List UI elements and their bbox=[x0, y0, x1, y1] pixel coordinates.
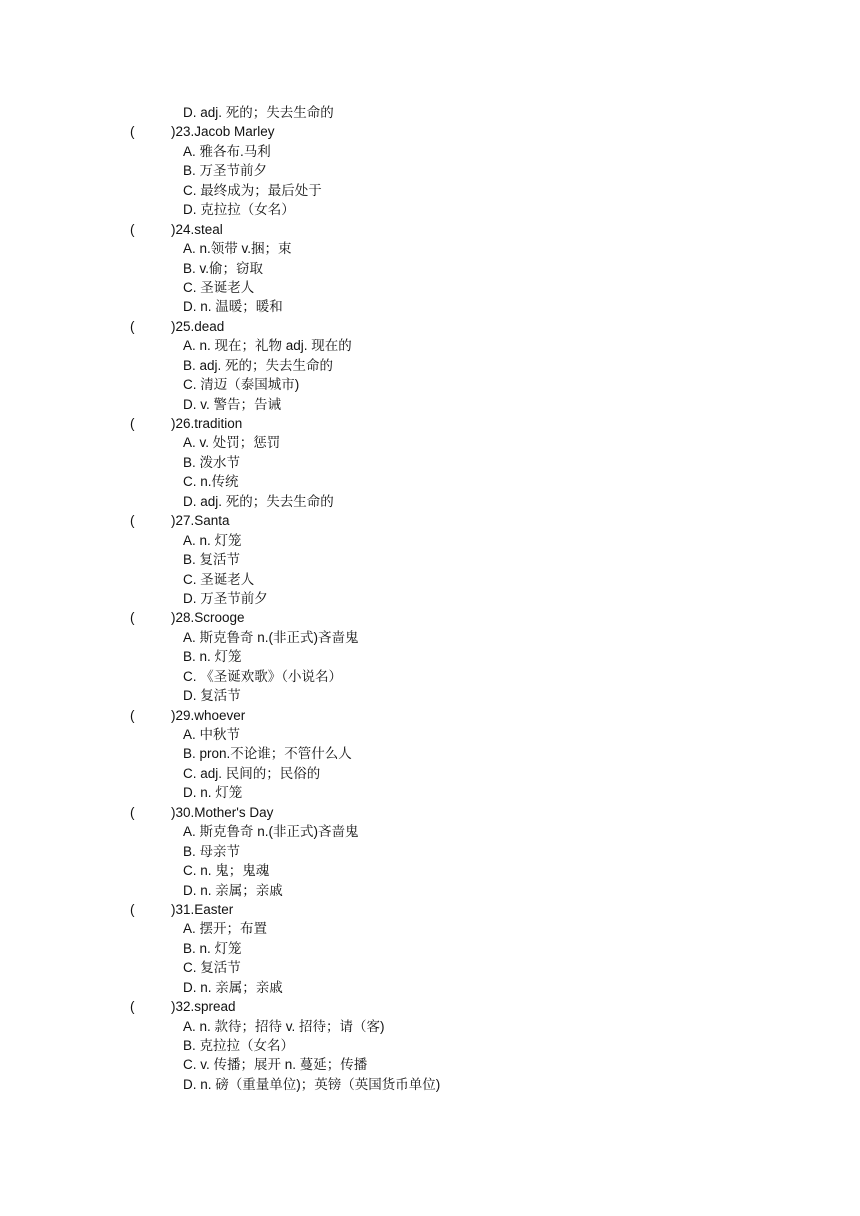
option-line bbox=[0, 142, 860, 161]
option-line bbox=[0, 570, 860, 589]
option-line bbox=[0, 919, 860, 938]
option-text: A. 中秋节 bbox=[183, 727, 241, 742]
option-text: D. n. 磅（重量单位)；英镑（英国货币单位) bbox=[183, 1076, 441, 1092]
option-line bbox=[0, 550, 860, 569]
option-line bbox=[0, 1036, 860, 1055]
question-text: )32.spread bbox=[171, 999, 236, 1015]
option-line bbox=[0, 200, 860, 219]
option-line bbox=[0, 103, 860, 122]
quiz-content bbox=[0, 103, 860, 1094]
option-text: D. n. 亲属；亲戚 bbox=[183, 882, 283, 898]
option-line bbox=[0, 531, 860, 550]
option-line bbox=[0, 978, 860, 997]
question-text: )23.Jacob Marley bbox=[171, 124, 275, 140]
option-line bbox=[0, 336, 860, 355]
question-line bbox=[0, 511, 860, 530]
answer-blank-paren: ( bbox=[130, 318, 135, 334]
option-text: B. 泼水节 bbox=[183, 454, 241, 470]
option-line bbox=[0, 433, 860, 452]
option-text: B. pron.不论谁；不管什么人 bbox=[183, 746, 352, 762]
question-text: )29.whoever bbox=[171, 707, 246, 723]
option-text: C. v. 传播；展开 n. 蔓延；传播 bbox=[183, 1057, 368, 1073]
option-text: B. n. 灯笼 bbox=[183, 649, 242, 665]
option-line bbox=[0, 667, 860, 686]
option-line bbox=[0, 783, 860, 802]
option-line bbox=[0, 628, 860, 647]
answer-blank-paren: ( bbox=[130, 999, 135, 1015]
option-line bbox=[0, 1055, 860, 1074]
option-line bbox=[0, 764, 860, 783]
option-text: D. 克拉拉（女名） bbox=[183, 202, 295, 218]
option-line bbox=[0, 375, 860, 394]
option-text: B. 复活节 bbox=[183, 552, 241, 568]
option-text: A. 雅各布.马利 bbox=[183, 143, 271, 159]
option-text: D. 万圣节前夕 bbox=[183, 590, 268, 606]
question-line bbox=[0, 220, 860, 239]
option-text: D. n. 亲属；亲戚 bbox=[183, 979, 283, 995]
option-text: D. v. 警告；告诫 bbox=[183, 396, 282, 412]
option-text: C. adj. 民间的；民俗的 bbox=[183, 765, 321, 781]
answer-blank-paren: ( bbox=[130, 513, 135, 529]
option-line bbox=[0, 861, 860, 880]
option-text: A. v. 处罚；惩罚 bbox=[183, 435, 281, 451]
option-text: C. 最终成为；最后处于 bbox=[183, 182, 322, 198]
answer-blank-paren: ( bbox=[130, 416, 135, 431]
option-text: B. v.偷；窃取 bbox=[183, 260, 264, 276]
option-text: A. 斯克鲁奇 n.(非正式)吝啬鬼 bbox=[183, 629, 359, 645]
answer-blank-paren: ( bbox=[130, 707, 135, 723]
answer-blank-paren: ( bbox=[130, 901, 135, 917]
option-line bbox=[0, 744, 860, 763]
option-line bbox=[0, 725, 860, 744]
answer-blank-paren: ( bbox=[130, 610, 135, 626]
option-text: B. 万圣节前夕 bbox=[183, 163, 268, 179]
option-line bbox=[0, 259, 860, 278]
option-line bbox=[0, 395, 860, 414]
option-text: A. n. 款待；招待 v. 招待；请（客) bbox=[183, 1018, 385, 1034]
question-text: )27.Santa bbox=[171, 513, 230, 529]
question-line bbox=[0, 706, 860, 725]
option-text: D. adj. 死的；失去生命的 bbox=[183, 105, 334, 120]
option-text: B. 克拉拉（女名） bbox=[183, 1038, 295, 1053]
option-text: A. n. 现在；礼物 adj. 现在的 bbox=[183, 338, 352, 354]
option-text: A. n. 灯笼 bbox=[183, 532, 242, 548]
option-text: B. adj. 死的；失去生命的 bbox=[183, 357, 334, 373]
option-line bbox=[0, 1017, 860, 1036]
option-text: C. n. 鬼；鬼魂 bbox=[183, 863, 270, 879]
option-text: C. n.传统 bbox=[183, 474, 239, 490]
option-line bbox=[0, 822, 860, 841]
question-text: )26.tradition bbox=[171, 416, 243, 431]
question-text: )31.Easter bbox=[171, 901, 234, 917]
question-text: )25.dead bbox=[171, 318, 225, 334]
question-text: )24.steal bbox=[171, 221, 223, 237]
option-line bbox=[0, 239, 860, 258]
option-text: C. 圣诞老人 bbox=[183, 571, 255, 587]
answer-blank-paren: ( bbox=[130, 221, 135, 237]
question-line bbox=[0, 122, 860, 141]
option-line bbox=[0, 492, 860, 511]
option-line bbox=[0, 939, 860, 958]
option-text: B. n. 灯笼 bbox=[183, 940, 242, 956]
option-text: D. adj. 死的；失去生命的 bbox=[183, 493, 334, 509]
option-line bbox=[0, 181, 860, 200]
option-line bbox=[0, 686, 860, 705]
question-line bbox=[0, 803, 860, 822]
option-line bbox=[0, 453, 860, 472]
question-line bbox=[0, 997, 860, 1016]
option-text: A. 摆开；布置 bbox=[183, 921, 268, 937]
option-line bbox=[0, 958, 860, 977]
question-line bbox=[0, 414, 860, 433]
question-line bbox=[0, 900, 860, 919]
question-text: )28.Scrooge bbox=[171, 610, 245, 626]
option-text: D. n. 温暖；暖和 bbox=[183, 299, 283, 315]
option-line bbox=[0, 589, 860, 608]
option-line bbox=[0, 647, 860, 666]
answer-blank-paren: ( bbox=[130, 124, 135, 140]
question-line bbox=[0, 608, 860, 627]
answer-blank-paren: ( bbox=[130, 804, 135, 820]
option-text: C. 清迈（泰国城市) bbox=[183, 377, 300, 393]
option-line bbox=[0, 472, 860, 491]
option-text: A. n.领带 v.捆；束 bbox=[183, 241, 292, 257]
option-text: B. 母亲节 bbox=[183, 843, 241, 859]
option-text: C. 《圣诞欢歌》（小说名） bbox=[183, 668, 343, 684]
option-line bbox=[0, 356, 860, 375]
option-line bbox=[0, 161, 860, 180]
option-line bbox=[0, 842, 860, 861]
question-line bbox=[0, 317, 860, 336]
option-line bbox=[0, 278, 860, 297]
option-text: C. 圣诞老人 bbox=[183, 279, 255, 295]
option-text: A. 斯克鲁奇 n.(非正式)吝啬鬼 bbox=[183, 824, 359, 840]
option-text: D. 复活节 bbox=[183, 688, 241, 704]
option-text: D. n. 灯笼 bbox=[183, 785, 243, 801]
option-line bbox=[0, 1075, 860, 1094]
option-line bbox=[0, 297, 860, 316]
option-text: C. 复活节 bbox=[183, 960, 241, 976]
question-text: )30.Mother's Day bbox=[171, 804, 274, 820]
option-line bbox=[0, 881, 860, 900]
